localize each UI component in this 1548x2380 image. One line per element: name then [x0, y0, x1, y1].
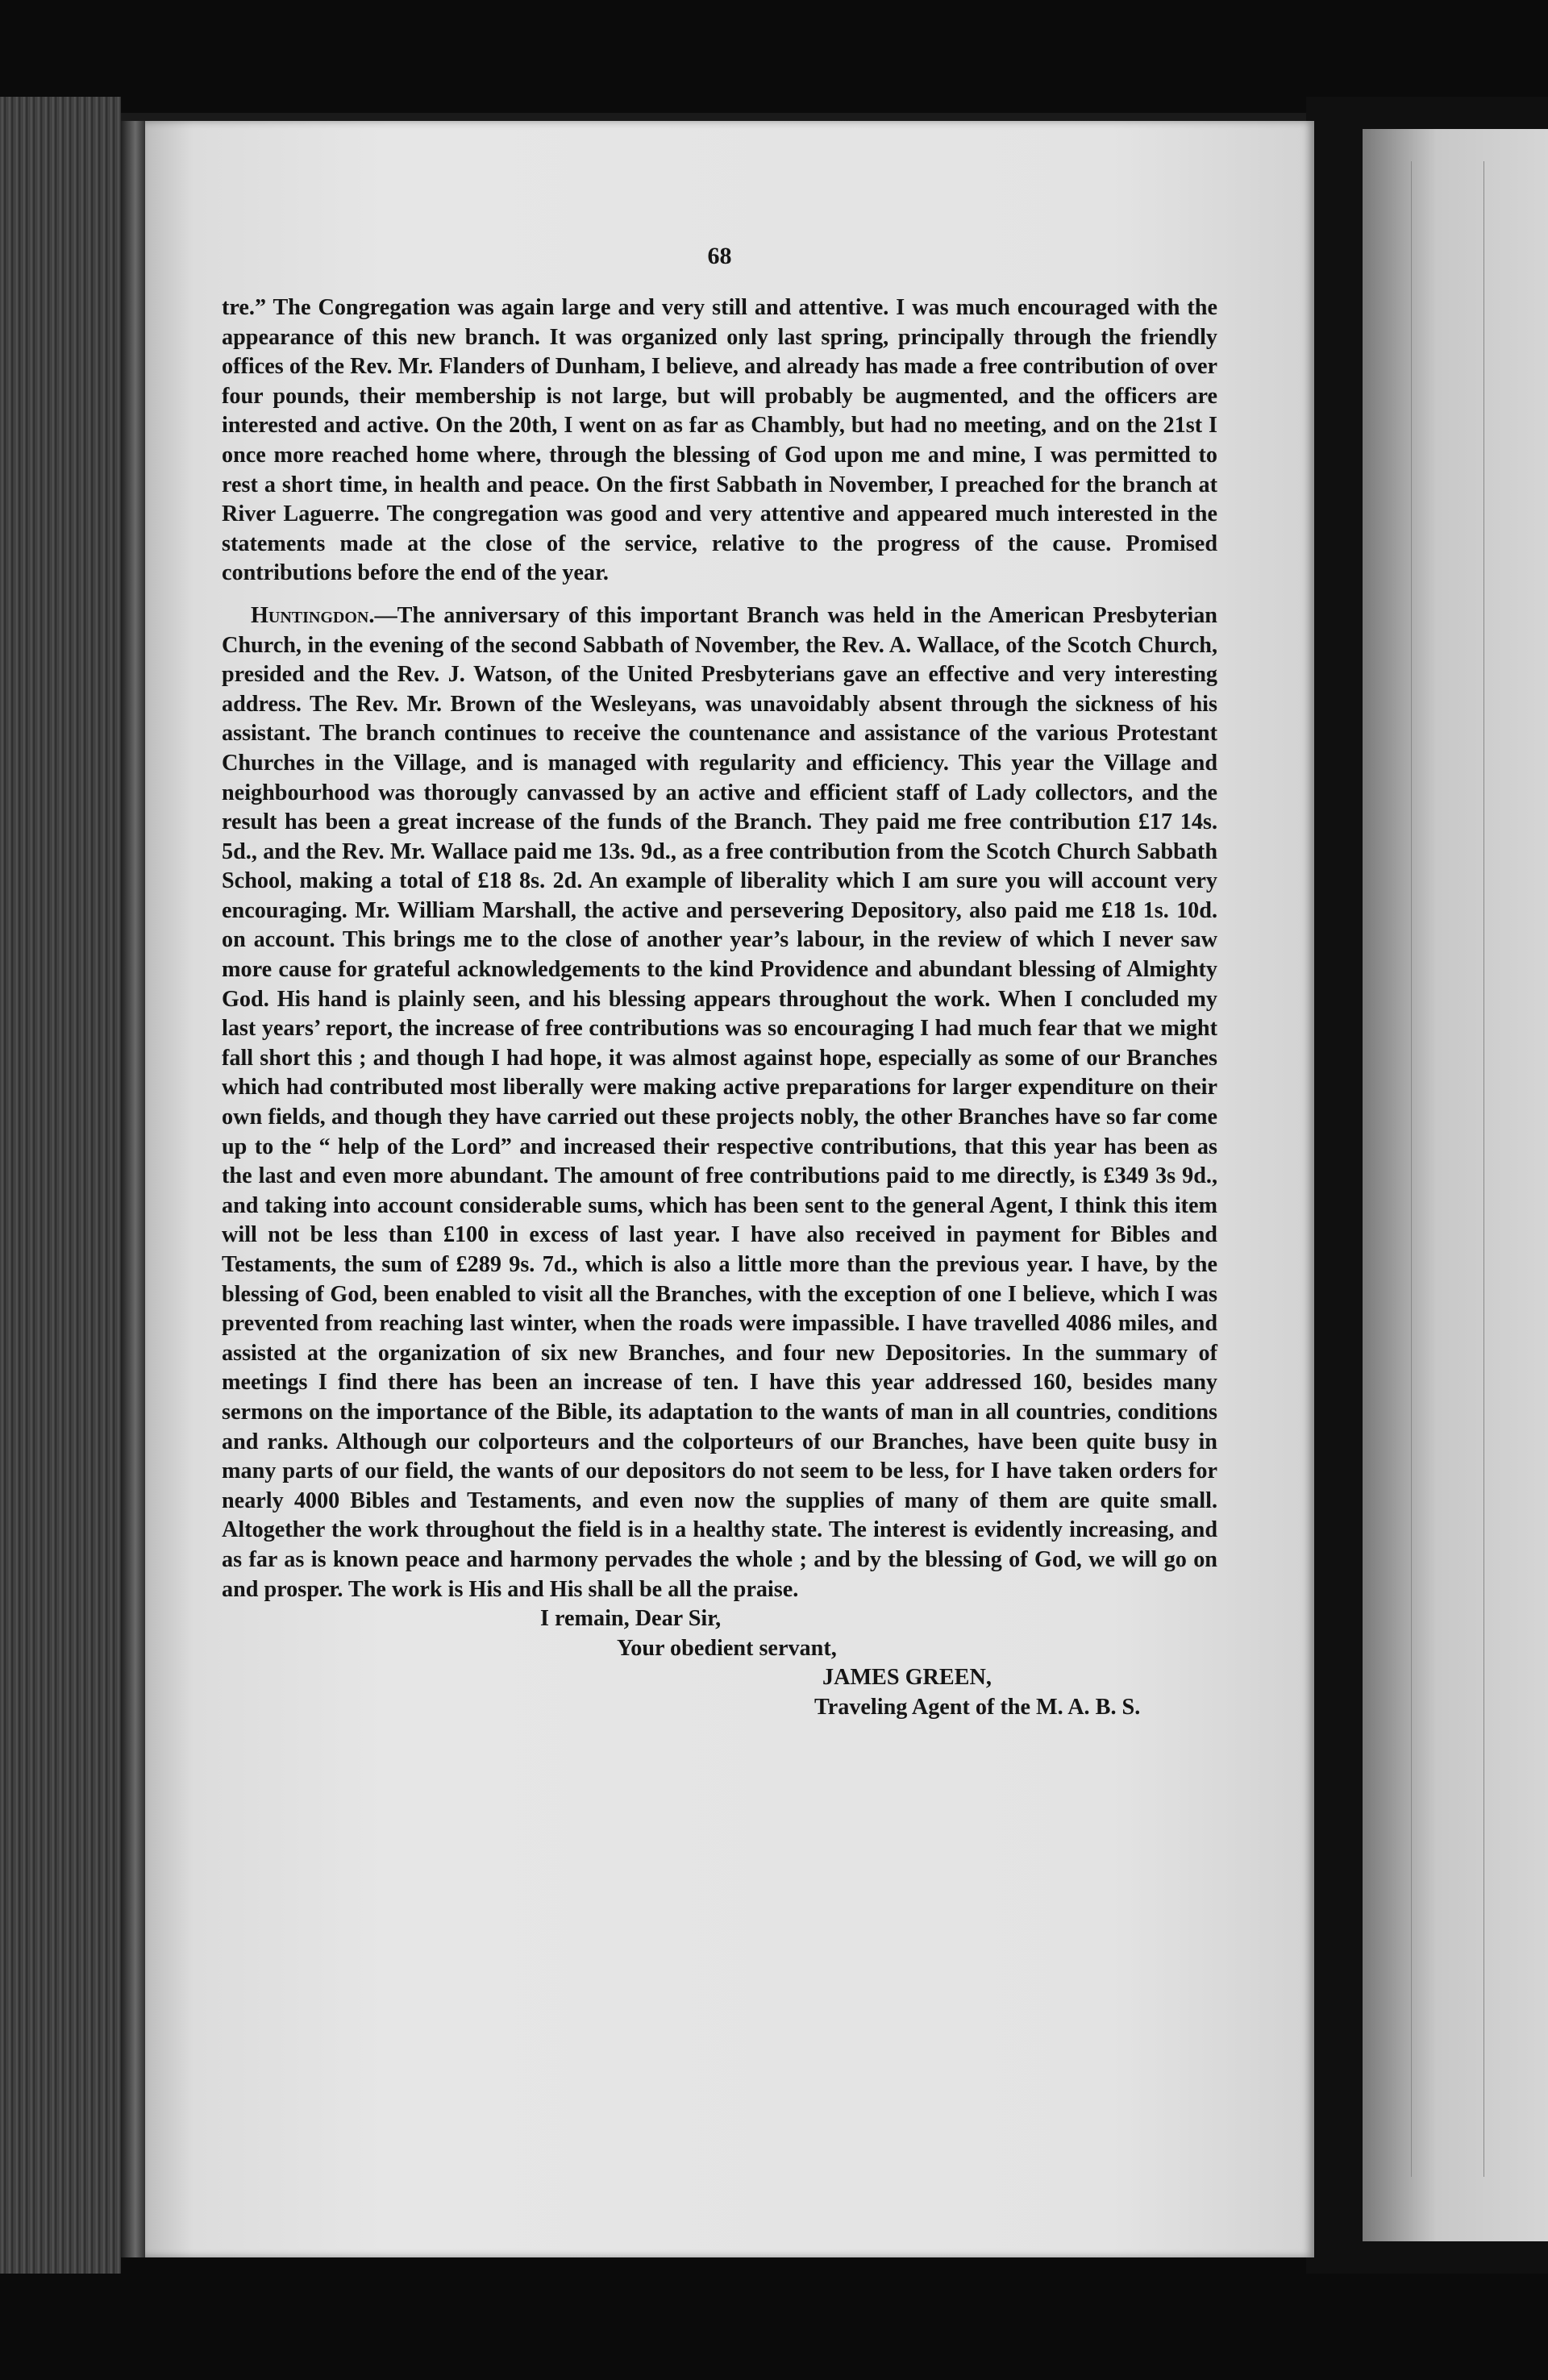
document-page [145, 121, 1314, 2257]
letter-closing [222, 1604, 1217, 1722]
facing-page [1363, 129, 1548, 2241]
signature-name: JAMES GREEN, [822, 1665, 992, 1691]
film-border-bottom [0, 2257, 1548, 2380]
book-spine [121, 121, 145, 2257]
book-page-edges [0, 97, 121, 2274]
paragraph-chambly-report: tre.” The Congregation was again large and very still and attentive. I was much encouraged with the appearance of this new branch. It was organized only last spring, principally through the friendly offices of the Rev. Mr. Flanders of Dunham, I believe, and already has made a free contribution of over four pounds, their membership is not large, but will probably be augmented, and the officers are interested and active. On the 20th, I went on as far as Chambly, but had no meeting, and on the 21st I once more reached home where, through the blessing of God upon me and mine, I was permitted to rest a short time, in health and peace. On the first Sabbath in November, I preached for the branch at River Laguerre. The congregation was good and very attentive and appeared much interested in the statements made at the close of the service, relative to the progress of the cause. Promised contributions before the end of the year. [222, 295, 1217, 586]
paragraph-huntingdon-report [222, 601, 1217, 1604]
film-border-top [0, 0, 1548, 113]
page-number: 68 [707, 243, 732, 269]
paragraph-huntingdon-body: —The anniversary of this important Branch was held in the American Presbyterian Church, in the evening of the second Sabbath of November, the Rev. A. Wallace, of the Scotch Church, presided and the Rev. J. Watson, of the United Presbyterians gave an effective and very interesting address. The Rev. Mr. Brown of the Wesleyans, was unavoidably absent through the sickness of his assistant. The branch continues to receive the countenance and assistance of the various Protestant Churches in the Village, and is managed with regularity and efficiency. This year the Village and neighbourhood was thorougly canvassed by an active and efficient staff of Lady collectors, and the result has been a great increase of the funds of the Branch. They paid me free contribution £17 14s. 5d., and the Rev. Mr. Wallace paid me 13s. 9d., as a free contribution from the Scotch Church Sabbath School, making a total of £18 8s. 2d. An example of liberality which I am sure you will account very encouraging. Mr. William Marshall, the active and persevering Depository, also paid me £18 1s. 10d. on account. This brings me to the close of another year’s labour, in the review of which I never saw more cause for grateful acknowledgements to the kind Providence and abundant blessing of Almighty God. His hand is plainly seen, and his blessing appears throughout the work. When I concluded my last years’ report, the increase of free contributions was so encouraging I had much fear that we might fall short this ; and though I had hope, it was almost against hope, especially as some of our Branches which had contributed most liberally were making active preparations for larger expenditure on their own fields, and though they have carried out these projects nobly, the other Branches have so far come up to the “ help of the Lord” and increased their respective contributions, that this year has been as the last and even more abundant. The amount of free contributions paid to me directly, is £349 3s 9d., and taking into account considerable sums, which has been sent to the general Agent, I think this item will not be less than £100 in excess of last year. I have also received in payment for Bibles and Testaments, the sum of £289 9s. 7d., which is also a little more than the previous year. I have, by the blessing of God, been enabled to visit all the Branches, with the exception of one I believe, which I was prevented from reaching last winter, when the roads were impassible. I have travelled 4086 miles, and assisted at the organization of six new Branches, and four new Depositories. In the summary of meetings I find there has been an increase of ten. I have this year addressed 160, besides many sermons on the importance of the Bible, its adaptation to the wants of man in all countries, conditions and ranks. Although our colporteurs and the colporteurs of our Branches, have been quite busy in many parts of our field, the wants of our depositors do not seem to be less, for I have taken orders for nearly 4000 Bibles and Testaments, and even now the supplies of many of them are quite small. Altogether the work throughout the field is in a healthy state. The interest is evidently increasing, and as far as is known peace and harmony pervades the whole ; and by the blessing of God, we will go on and prosper. The work is His and His shall be all the praise. [222, 602, 1217, 1602]
signature-title: Traveling Agent of the M. A. B. S. [814, 1694, 1141, 1720]
page-text [222, 243, 1217, 1723]
section-heading-huntingdon: Huntingdon. [251, 602, 375, 628]
valediction: I remain, Dear Sir, [540, 1606, 722, 1632]
servant-line: Your obedient servant, [617, 1635, 837, 1661]
facing-page-mark [1411, 161, 1412, 2177]
